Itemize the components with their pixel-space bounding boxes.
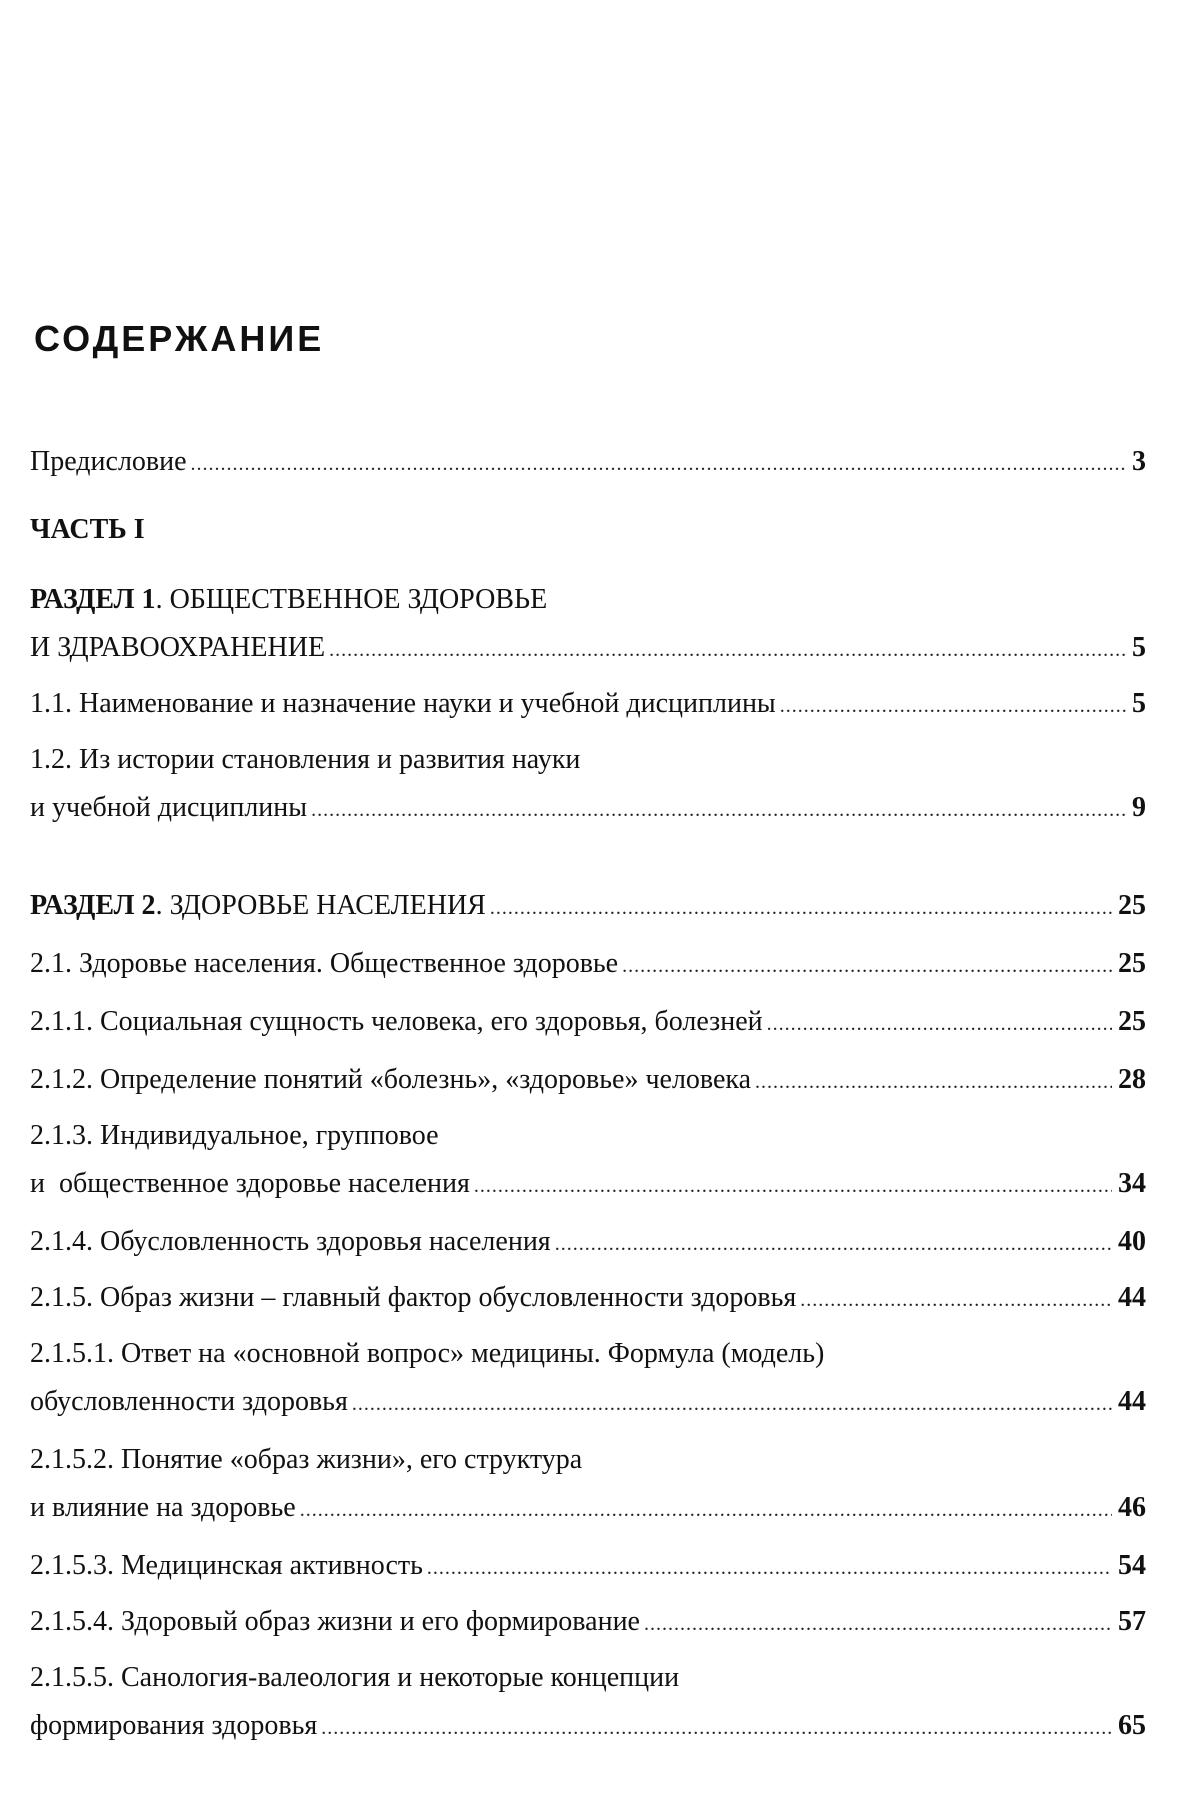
toc-entry-2-1 xyxy=(30,940,1146,988)
toc-entry-title: 2.1.5.1. Ответ на «основной вопрос» медицины. Формула (модель) xyxy=(30,1338,825,1369)
dot-leader xyxy=(191,440,1126,488)
toc-entry-title-continuation: И ЗДРАВООХРАНЕНИЕ xyxy=(30,632,326,663)
toc-entry-2-1-5-1 xyxy=(30,1330,1146,1426)
toc-page-number: 25 xyxy=(1118,890,1146,921)
toc-entry-1-2 xyxy=(30,736,1146,832)
toc-page-number: 34 xyxy=(1118,1168,1146,1199)
toc-entry-title xyxy=(30,576,547,624)
toc-page-number: 5 xyxy=(1132,688,1146,719)
toc-entry-title: 2.1.5.3. Медицинская активность xyxy=(30,1550,423,1581)
section-title: . ОБЩЕСТВЕННОЕ ЗДОРОВЬЕ xyxy=(155,584,548,615)
toc-entry-title-continuation: обусловленности здоровья xyxy=(30,1386,348,1417)
toc-entry-2-1-2 xyxy=(30,1056,1146,1104)
toc-part-heading xyxy=(30,506,1146,554)
toc-page-number: 46 xyxy=(1118,1492,1146,1523)
toc-page-number: 9 xyxy=(1132,792,1146,823)
toc-entry-2-1-5-4 xyxy=(30,1598,1146,1646)
toc-entry-2-1-1 xyxy=(30,998,1146,1046)
toc-entry-title: 1.1. Наименование и назначение науки и учебной дисциплины xyxy=(30,688,776,719)
dot-leader xyxy=(800,1276,1112,1324)
toc-entry-title: 2.1.3. Индивидуальное, групповое xyxy=(30,1120,439,1151)
toc-entry-title-continuation: формирования здоровья xyxy=(30,1710,318,1741)
toc-entry-title: 2.1.4. Обусловленность здоровья населения xyxy=(30,1226,551,1257)
dot-leader xyxy=(644,1600,1112,1648)
dot-leader xyxy=(352,1380,1112,1428)
toc-page-number: 44 xyxy=(1118,1282,1146,1313)
toc-page-number: 57 xyxy=(1118,1606,1146,1637)
part-title: ЧАСТЬ I xyxy=(30,514,145,545)
toc-entry-2-1-5-3 xyxy=(30,1542,1146,1590)
toc-entry-1-1 xyxy=(30,680,1146,728)
toc-entry-section-1 xyxy=(30,576,1146,672)
toc-entry-title-continuation: и влияние на здоровье xyxy=(30,1492,296,1523)
dot-leader xyxy=(300,1486,1112,1534)
toc-entry-title: Предисловие xyxy=(30,446,187,477)
toc-entry-title: 2.1.5.2. Понятие «образ жизни», его структура xyxy=(30,1444,583,1475)
toc-page-number: 25 xyxy=(1118,1006,1146,1037)
toc-entry-title: 2.1.5.4. Здоровый образ жизни и его формирование xyxy=(30,1606,640,1637)
toc-entry-preface xyxy=(30,438,1146,486)
dot-leader xyxy=(780,682,1126,730)
toc-page-number: 28 xyxy=(1118,1064,1146,1095)
toc-entry-title-continuation: и общественное здоровье населения xyxy=(30,1168,470,1199)
toc-page-number: 40 xyxy=(1118,1226,1146,1257)
toc-entry-title-continuation: и учебной дисциплины xyxy=(30,792,308,823)
toc-entry-2-1-5 xyxy=(30,1274,1146,1322)
dot-leader xyxy=(622,942,1112,990)
toc-entry-title: 2.1.5.5. Санология-валеология и некоторые концепции xyxy=(30,1662,680,1693)
section-prefix: РАЗДЕЛ 2 xyxy=(30,890,156,921)
toc-entry-2-1-4 xyxy=(30,1218,1146,1266)
dot-leader xyxy=(321,1704,1112,1752)
toc-entry-title: 2.1.5. Образ жизни – главный фактор обусловленности здоровья xyxy=(30,1282,797,1313)
toc-entry-title: 1.2. Из истории становления и развития науки xyxy=(30,744,581,775)
dot-leader xyxy=(427,1544,1112,1592)
toc-entry-2-1-5-5 xyxy=(30,1654,1146,1750)
page-title: СОДЕРЖАНИЕ xyxy=(34,318,325,359)
dot-leader xyxy=(474,1162,1112,1210)
toc-page-number: 3 xyxy=(1132,446,1146,477)
toc-page-number: 44 xyxy=(1118,1386,1146,1417)
dot-leader xyxy=(329,626,1126,674)
toc-entry-section-2 xyxy=(30,882,1146,930)
section-prefix: РАЗДЕЛ 1 xyxy=(30,584,156,615)
toc-page-number: 65 xyxy=(1118,1710,1146,1741)
toc-entry-title: 2.1.2. Определение понятий «болезнь», «здоровье» человека xyxy=(30,1064,752,1095)
toc-page-number: 25 xyxy=(1118,948,1146,979)
toc-entry-2-1-5-2 xyxy=(30,1436,1146,1532)
toc-entry-title xyxy=(30,882,486,930)
dot-leader xyxy=(767,1000,1112,1048)
dot-leader xyxy=(555,1220,1112,1268)
dot-leader xyxy=(755,1058,1112,1106)
toc-page-number: 5 xyxy=(1132,632,1146,663)
toc-entry-title: 2.1. Здоровье населения. Общественное здоровье xyxy=(30,948,619,979)
dot-leader xyxy=(490,884,1112,932)
toc-page-number: 54 xyxy=(1118,1550,1146,1581)
dot-leader xyxy=(311,786,1126,834)
toc-entry-title: 2.1.1. Социальная сущность человека, его здоровья, болезней xyxy=(30,1006,763,1037)
section-title: . ЗДОРОВЬЕ НАСЕЛЕНИЯ xyxy=(155,890,486,921)
toc-entry-2-1-3 xyxy=(30,1112,1146,1208)
